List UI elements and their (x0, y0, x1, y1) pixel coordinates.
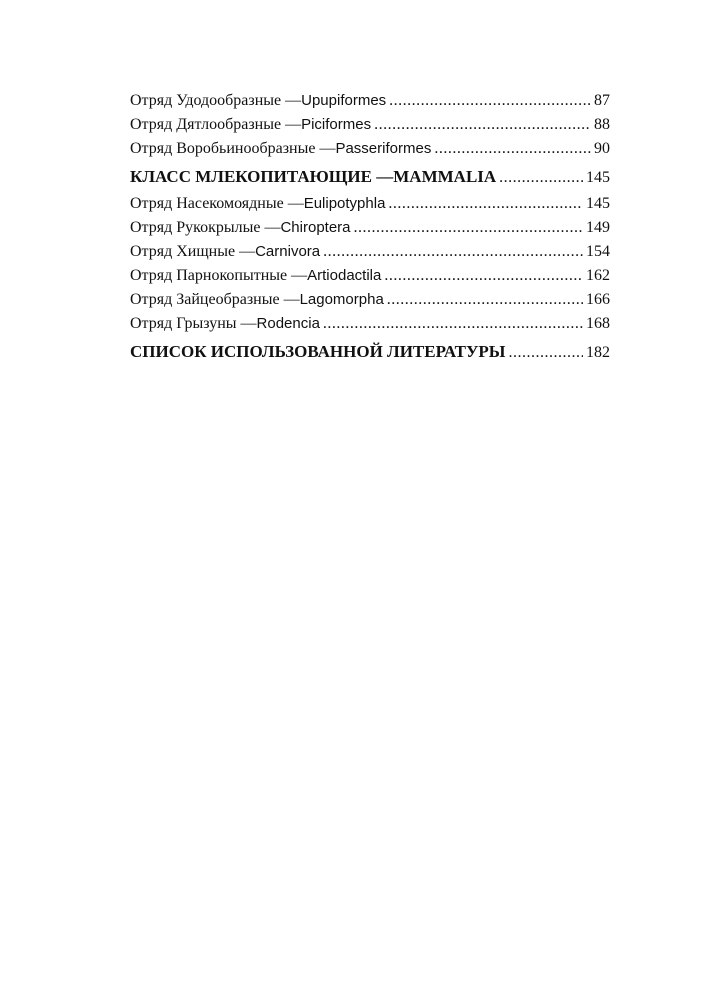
toc-section-latin-name: MAMMALIA (393, 167, 497, 186)
toc-entry-page-number: 168 (586, 315, 610, 332)
toc-entry-title: Отряд Удодообразные — (130, 92, 302, 109)
toc-entry-title: Отряд Хищные — (130, 243, 256, 260)
dot-leader (434, 137, 591, 161)
toc-entry-page-number: 145 (586, 195, 610, 212)
toc-entry-title: Отряд Рукокрылые — (130, 219, 281, 236)
toc-entry-latin-name: Passeriformes (335, 140, 432, 157)
toc-entry-chiroptera[interactable] (130, 216, 610, 240)
toc-entry-carnivora[interactable] (130, 240, 610, 264)
toc-section-title: КЛАСС МЛЕКОПИТАЮЩИЕ — (130, 167, 394, 186)
toc-entry-title: Отряд Насекомоядные — (130, 195, 304, 212)
toc-entry-page-number: 88 (594, 116, 610, 133)
dot-leader (354, 216, 583, 240)
toc-entry-latin-name: Piciformes (301, 116, 372, 133)
toc-entry-upupiformes[interactable] (130, 89, 610, 113)
toc-entry-latin-name: Upupiformes (301, 92, 387, 109)
toc-entry-passeriformes[interactable] (130, 137, 610, 161)
toc-entry-artiodactila[interactable] (130, 264, 610, 288)
toc-entry-latin-name: Eulipotyphla (303, 195, 386, 212)
dot-leader (499, 164, 583, 192)
toc-entry-page-number: 166 (586, 291, 610, 308)
toc-section-title: СПИСОК ИСПОЛЬЗОВАННОЙ ЛИТЕРАТУРЫ (130, 342, 506, 361)
toc-entry-latin-name: Lagomorpha (299, 291, 384, 308)
toc-entry-page-number: 87 (594, 92, 610, 109)
dot-leader (387, 288, 583, 312)
toc-entry-page-number: 149 (586, 219, 610, 236)
toc-entry-title: Отряд Воробьинообразные — (130, 140, 336, 157)
toc-entry-title: Отряд Зайцеобразные — (130, 291, 300, 308)
toc-entry-latin-name: Carnivora (255, 243, 321, 260)
toc-entry-latin-name: Artiodactila (307, 267, 382, 284)
dot-leader (384, 264, 583, 288)
toc-entry-page-number: 162 (586, 267, 610, 284)
toc-entry-title: Отряд Парнокопытные — (130, 267, 308, 284)
toc-entry-page-number: 90 (594, 140, 610, 157)
toc-entry-page-number: 182 (586, 344, 610, 361)
toc-entry-lagomorpha[interactable] (130, 288, 610, 312)
toc-entry-title: Отряд Грызуны — (130, 315, 257, 332)
dot-leader (389, 89, 591, 113)
toc-entry-latin-name: Chiroptera (280, 219, 351, 236)
toc-entry-page-number: 154 (586, 243, 610, 260)
toc-section-mammalia[interactable] (130, 163, 610, 192)
toc-entry-eulipotyphla[interactable] (130, 192, 610, 216)
toc-entry-page-number: 145 (586, 169, 610, 186)
toc-entry-title: Отряд Дятлообразные — (130, 116, 302, 133)
toc-section-references[interactable] (130, 338, 610, 367)
dot-leader (374, 113, 591, 137)
dot-leader (323, 312, 583, 336)
dot-leader (509, 339, 584, 367)
toc-entry-latin-name: Rodencia (256, 315, 320, 332)
toc-entry-piciformes[interactable] (130, 113, 610, 137)
dot-leader (323, 240, 583, 264)
dot-leader (388, 192, 583, 216)
table-of-contents (130, 89, 610, 367)
toc-entry-rodencia[interactable] (130, 312, 610, 336)
